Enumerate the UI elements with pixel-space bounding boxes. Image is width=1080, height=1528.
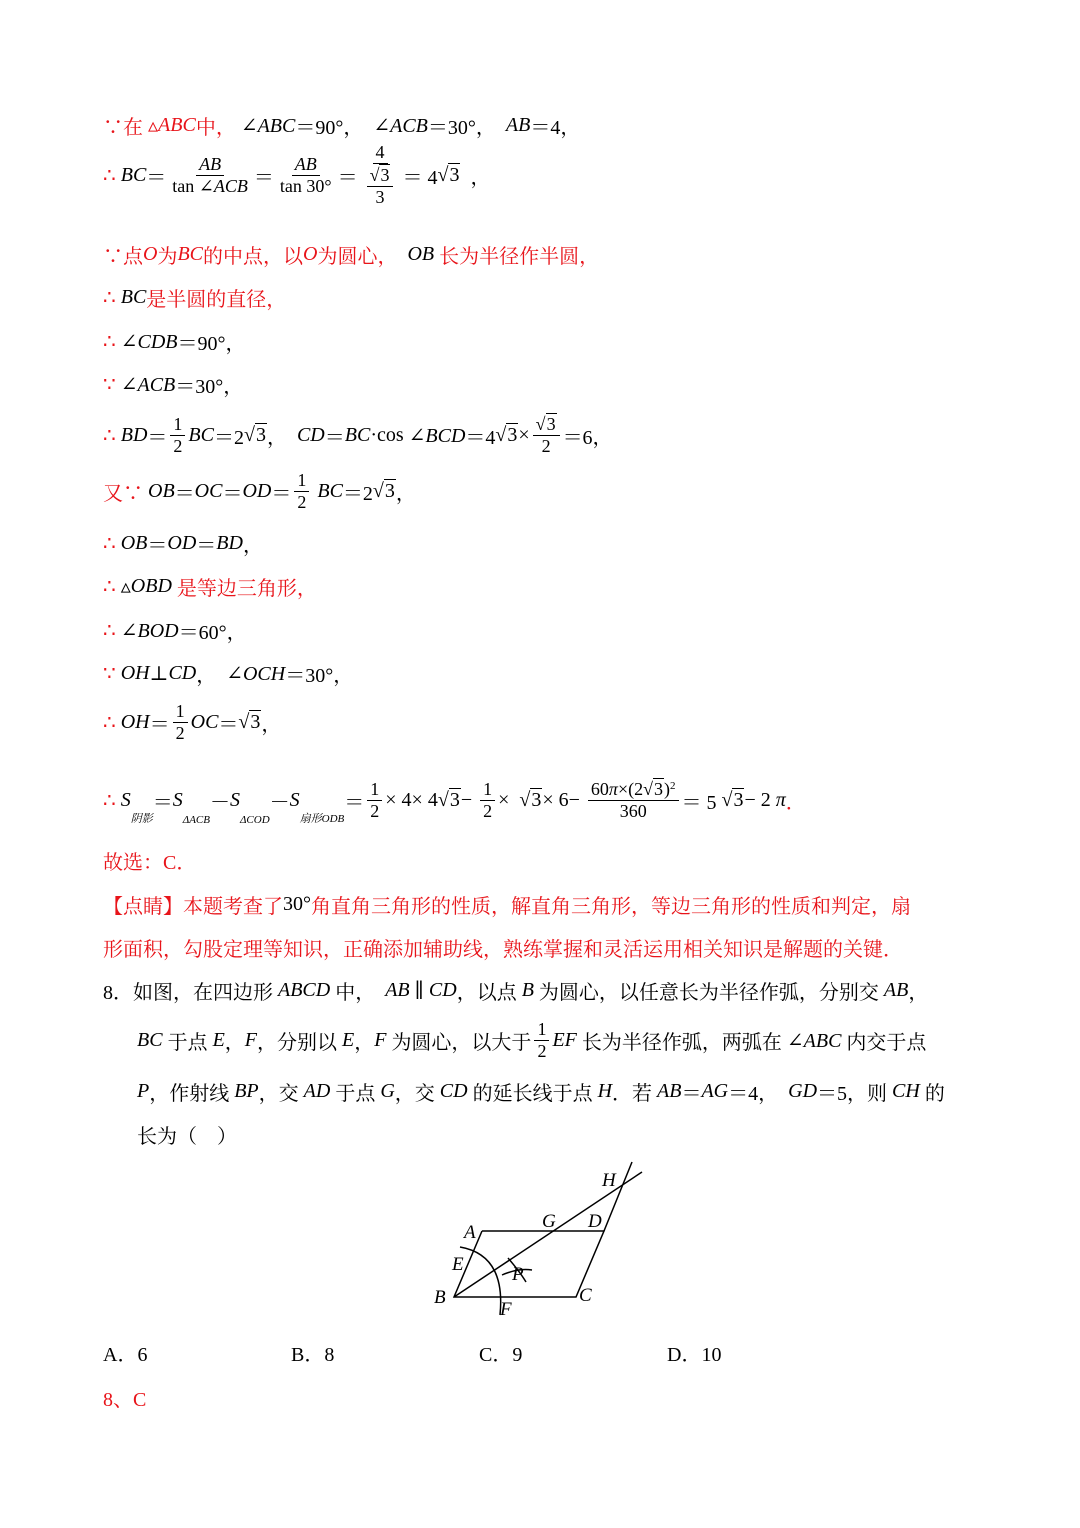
text-run: ， [224, 1031, 245, 1054]
text-run: OD [242, 479, 272, 502]
text-run: 为圆心，以任意长为半径作弧，分别交 [533, 981, 884, 1004]
numerator [196, 154, 224, 176]
option-d: D．10 [667, 1344, 722, 1366]
numerator [373, 142, 388, 164]
answer-label: 8、C [103, 1389, 147, 1411]
text-run: 2 [297, 491, 307, 512]
text-run: 4 [375, 142, 385, 163]
fraction [169, 154, 251, 196]
text-run: EF [552, 1028, 577, 1051]
text-run: 为 [157, 245, 178, 268]
text-run: ∠ACB [120, 373, 176, 396]
solution-line [103, 692, 281, 752]
denominator [169, 176, 251, 197]
text-run: 中， [195, 116, 236, 139]
fraction [277, 154, 335, 196]
text-run: ＝ [271, 482, 292, 505]
label-g: G [542, 1211, 556, 1232]
denominator [617, 801, 650, 822]
text-run: 2 [173, 435, 183, 456]
fraction [534, 1019, 549, 1061]
text-run: AD [303, 1079, 331, 1102]
label-p: P [512, 1264, 524, 1285]
text-run: ×(2 [617, 778, 644, 799]
text-run: tan [172, 175, 199, 196]
text-run: ＝ [174, 482, 195, 505]
text-run: P [137, 1079, 150, 1102]
text-run: 1 [483, 778, 493, 799]
text-run: ，交 [394, 1082, 440, 1105]
question-line [137, 1061, 945, 1121]
denominator [534, 1041, 549, 1062]
text-run: BP [234, 1079, 259, 1102]
denominator [480, 801, 495, 822]
text-run: CD [428, 978, 457, 1001]
text-run: ＝90°， [177, 332, 246, 355]
text-run: ⊥ [149, 662, 169, 685]
text-run: － [209, 791, 230, 814]
text-run: O [143, 242, 158, 265]
square-root: √ 3 [238, 711, 261, 733]
geometry-figure [420, 1150, 660, 1320]
text-run: π [775, 788, 786, 811]
text-run: AG [701, 1079, 729, 1102]
text-run: ， [395, 482, 416, 505]
text-run: S [289, 788, 300, 811]
subscript: ΔACB [182, 814, 210, 826]
denominator [294, 492, 309, 513]
label-b: B [434, 1287, 446, 1308]
text-run: ∠ABC [786, 1029, 842, 1052]
text-run: ＝ [344, 791, 365, 814]
text-run: ∠OCH [226, 662, 286, 685]
text-run: ＝6， [562, 426, 613, 449]
text-run: ＝ [146, 166, 167, 189]
text-run: 形面积，勾股定理等知识，正确添加辅助线，熟练掌握和灵活运用相关知识是解题的关键． [103, 938, 903, 961]
text-run: 2 [175, 722, 185, 743]
text-run: ＝ [253, 166, 274, 189]
text-run: ∥ [409, 979, 429, 1002]
text-run: ∴ [103, 286, 121, 309]
text-run: 3 [375, 186, 385, 207]
text-run: ∠ACB [198, 175, 248, 196]
square-root: √ 3 [519, 789, 542, 811]
text-run: ABCD [278, 978, 331, 1001]
text-run: BC [188, 423, 214, 446]
text-run: CD [168, 661, 197, 684]
text-run: ∴ [103, 575, 121, 598]
text-run: 【点睛】本题考查了 [103, 895, 283, 918]
text-run: ∴ [103, 789, 121, 812]
text-run: 2 [537, 1040, 547, 1061]
text-run: S [120, 788, 131, 811]
text-run: tan 30° [279, 175, 332, 196]
text-run: ＝ [218, 713, 239, 736]
text-run: G [380, 1079, 395, 1102]
text-run: 的 [919, 1082, 945, 1105]
label-c: C [579, 1285, 592, 1306]
text-run: 1 [175, 700, 185, 721]
text-run: ＝ 5 [681, 791, 722, 814]
text-run: O [303, 242, 318, 265]
text-run: ＝ [337, 166, 358, 189]
text-run: ＝ [152, 791, 173, 814]
text-run: ． [785, 791, 806, 814]
text-run: ∠BOD [120, 619, 179, 642]
text-run: 于点 [162, 1031, 213, 1054]
numerator [170, 414, 185, 436]
label-e: E [452, 1254, 464, 1275]
text-run: ∵点 [103, 245, 143, 268]
text-run: ＝30°， [285, 664, 354, 687]
text-run: ＝5，则 [817, 1082, 893, 1105]
fraction [170, 414, 185, 456]
text-run: 于点 [330, 1082, 381, 1105]
text-run: ＝ 4 [402, 166, 438, 189]
text-run: S [229, 788, 240, 811]
text-run: ∴ [103, 532, 121, 555]
text-run: F [374, 1028, 387, 1051]
text-run: AB [505, 113, 531, 136]
text-run: OC [194, 479, 223, 502]
solution-line [103, 461, 416, 521]
numerator [534, 1019, 549, 1041]
text-run: E [342, 1028, 355, 1051]
text-run: ， [266, 426, 297, 449]
option-c: C．9 [479, 1344, 523, 1366]
text-run: 长为半径作半圆， [434, 245, 600, 268]
numerator [367, 779, 382, 801]
fraction [588, 778, 679, 821]
text-run: CD [439, 1079, 468, 1102]
text-run: 1 [537, 1018, 547, 1039]
text-run: 的中点，以 [203, 245, 304, 268]
square-root: √ 3 [535, 414, 556, 435]
text-run: F [244, 1028, 257, 1051]
solution-line [103, 770, 806, 830]
text-run: 2 [483, 800, 493, 821]
text-run: ＝2 [342, 482, 373, 505]
text-run: OB [148, 479, 175, 502]
fraction [533, 413, 560, 456]
text-run: ， [242, 534, 263, 557]
text-run: BC [312, 479, 343, 502]
text-run: ， [261, 713, 282, 736]
text-run: 是等边三角形， [171, 577, 317, 600]
text-run: B [521, 978, 534, 1001]
label-a: A [464, 1222, 476, 1243]
text-run: OD [167, 531, 197, 554]
square-root: √ 3 [243, 424, 266, 446]
arc-ef [460, 1247, 501, 1315]
superscript: 2 [670, 780, 676, 793]
text-run: ， [196, 664, 227, 687]
text-run: BC [177, 242, 204, 265]
text-run: ＝ [147, 534, 168, 557]
text-run: ＝ [147, 426, 168, 449]
square-root: √ 3 [643, 779, 663, 800]
text-run: ＝ [222, 482, 243, 505]
text-run: 30° [283, 892, 311, 915]
text-run: ＝30°， [175, 375, 244, 398]
text-run: ▵ [148, 114, 159, 137]
text-run: − [460, 788, 478, 811]
text-run: ＝90°， [295, 116, 374, 139]
text-run: ) [664, 778, 670, 799]
text-run: × [498, 788, 520, 811]
text-run: ＝4 [465, 426, 496, 449]
label-f: F [500, 1299, 512, 1320]
text-run: OH [120, 661, 150, 684]
text-run: S [172, 788, 183, 811]
fraction [367, 779, 382, 821]
text-run: ，交 [258, 1082, 304, 1105]
text-run: ＝ [324, 426, 345, 449]
text-run: ＝30°， [427, 116, 506, 139]
text-run: ∴ [103, 711, 121, 734]
text-run: ∴ [103, 164, 121, 187]
text-run: ，作射线 [149, 1082, 235, 1105]
numerator [292, 154, 320, 176]
text-run: OB [407, 242, 435, 265]
fraction [361, 142, 400, 207]
text-run: ∠ABC [235, 114, 296, 137]
text-run: ABC [158, 113, 196, 136]
text-run: 长为（ ） [137, 1125, 237, 1148]
text-run: ∴ [103, 424, 121, 447]
numerator [173, 701, 188, 723]
text-run: ▵ [120, 575, 131, 598]
solution-line [103, 142, 491, 207]
option-b: B．8 [291, 1344, 335, 1366]
question-line [137, 1104, 237, 1164]
text-run: OH [120, 710, 150, 733]
text-run: － [269, 791, 290, 814]
label-h: H [602, 1170, 616, 1191]
numerator [480, 779, 495, 801]
text-run: 角直角三角形的性质，解直角三角形，等边三角形的性质和判定，扇 [311, 895, 911, 918]
denominator [361, 164, 400, 207]
subscript: 扇形ODB [299, 813, 345, 825]
text-run: − 2 [744, 788, 776, 811]
text-run: ， [908, 981, 929, 1004]
text-run: 1 [173, 413, 183, 434]
square-root: √ 3 [495, 424, 518, 446]
text-run: ＝ [149, 713, 170, 736]
text-run: BD [216, 531, 243, 554]
text-run: 长为半径作弧，两弧在 [576, 1031, 787, 1054]
denominator [173, 723, 188, 744]
text-run: BC [120, 285, 147, 308]
option-a: A．6 [103, 1344, 148, 1366]
text-run: 又∵ [103, 482, 148, 505]
fraction [173, 701, 188, 743]
text-run: AB [199, 153, 222, 174]
text-run: × [518, 423, 530, 446]
text-run: CH [892, 1079, 920, 1102]
text-run: 故选：C． [103, 851, 197, 874]
text-run: ， [354, 1031, 375, 1054]
text-run: ＝4， [530, 116, 581, 139]
denominator [373, 187, 388, 208]
numerator [588, 778, 679, 801]
text-run: BC [137, 1028, 163, 1051]
text-run: × 6− [542, 788, 585, 811]
text-run: OB [120, 531, 148, 554]
square-root: √ 3 [437, 164, 460, 186]
text-run: 2 [541, 436, 551, 456]
text-run: 内交于点 [841, 1031, 927, 1054]
square-root: √ 3 [369, 165, 390, 186]
text-run: ，分别以 [257, 1031, 342, 1054]
text-run: OBD [130, 574, 172, 597]
text-run: π [608, 778, 618, 799]
text-run: BC [344, 423, 371, 446]
text-run: GD [788, 1079, 818, 1102]
fraction [367, 164, 394, 207]
subscript: ΔCOD [239, 814, 270, 826]
solution-line [103, 405, 613, 465]
text-run: 的延长线于点 [467, 1082, 598, 1105]
numerator [294, 470, 309, 492]
text-run: AB [385, 978, 410, 1001]
label-d: D [588, 1211, 602, 1232]
square-root: √ 3 [721, 789, 744, 811]
text-run: ∠ACB [373, 114, 428, 137]
text-run: ＝ [681, 1082, 702, 1105]
text-run: ， [460, 166, 491, 189]
text-run: BC [120, 163, 147, 186]
text-run: BD [120, 423, 148, 446]
text-run: 2 [370, 800, 380, 821]
text-run: 60 [590, 778, 609, 799]
text-run: 8．如图，在四边形 [103, 981, 278, 1004]
square-root: √ 3 [372, 480, 395, 502]
text-run: ∵ [103, 373, 121, 396]
text-run: ＝60°， [178, 621, 247, 644]
text-run: AB [883, 978, 909, 1001]
numerator [367, 164, 394, 187]
text-run: 360 [619, 801, 647, 821]
text-run: ∵在 [103, 116, 148, 139]
denominator [539, 436, 554, 457]
text-run: ∴ [103, 330, 121, 353]
answer-options [103, 1338, 855, 1367]
numerator [533, 413, 560, 436]
denominator [170, 436, 185, 457]
denominator [277, 176, 335, 197]
text-run: CD [296, 423, 325, 446]
text-run: ＝ [196, 534, 217, 557]
text-run: × 4× 4 [385, 788, 438, 811]
text-run: ．若 [612, 1082, 658, 1105]
text-run: ∠BCD [408, 424, 466, 447]
text-run: AB [294, 153, 317, 174]
subscript: 阴影 [130, 813, 153, 825]
text-run: ∴ [103, 619, 121, 642]
fraction [294, 470, 309, 512]
text-run: 为圆心， [317, 245, 408, 268]
denominator [367, 801, 382, 822]
square-root: √ 3 [437, 789, 460, 811]
text-run: AB [657, 1079, 682, 1102]
text-run: ∵ [103, 662, 121, 685]
text-run: E [212, 1028, 225, 1051]
text-run: ∠CDB [120, 330, 178, 353]
text-run: ＝2 [213, 426, 244, 449]
text-run: ＝4， [728, 1082, 789, 1105]
text-run: 中， [330, 981, 386, 1004]
fraction [480, 779, 495, 821]
text-run: 1 [297, 469, 307, 490]
text-run: 是半圆的直径， [146, 288, 287, 311]
text-run: ·cos [370, 423, 409, 446]
text-run: H [597, 1079, 613, 1102]
text-run: ，以点 [456, 981, 522, 1004]
text-run: 为圆心，以大于 [386, 1031, 532, 1054]
text-run: OC [190, 710, 219, 733]
text-run: 1 [370, 778, 380, 799]
